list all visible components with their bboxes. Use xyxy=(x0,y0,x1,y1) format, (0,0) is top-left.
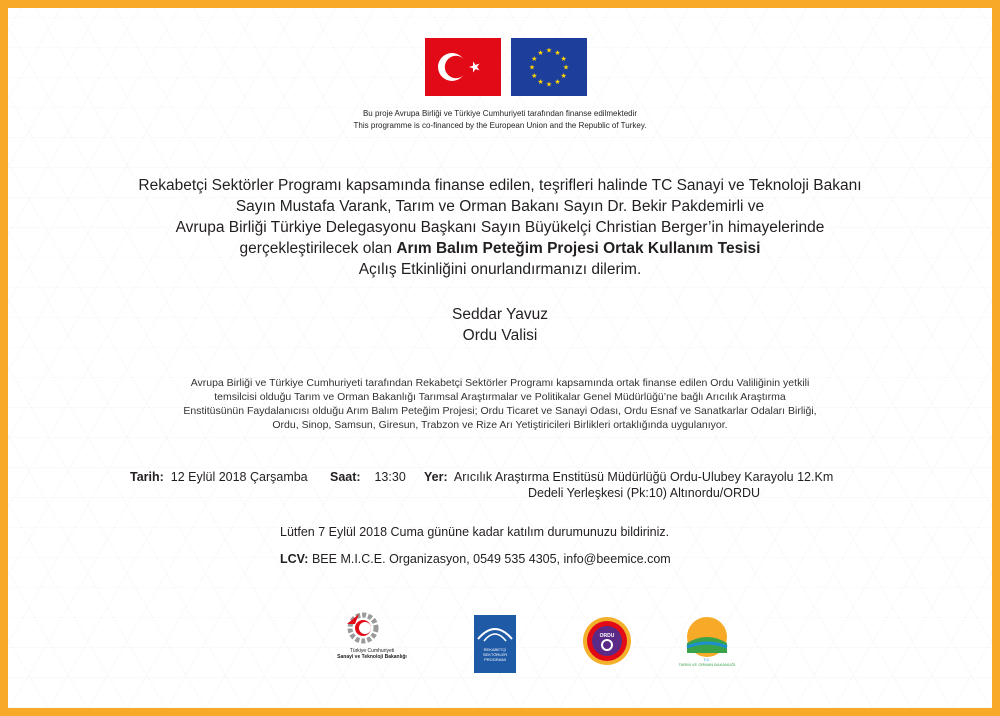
rsp-emblem-icon xyxy=(474,615,516,645)
eu-flag-icon xyxy=(511,38,587,96)
agri-line-1: T.C. xyxy=(703,657,711,662)
lcv-label: LCV: xyxy=(280,552,309,566)
eu-star-icon: ★ xyxy=(560,56,567,63)
place-value-1: Arıcılık Araştırma Enstitüsü Müdürlüğü Ordu-Ulubey Karayolu 12.Km xyxy=(453,470,834,484)
description-line-4: Ordu, Sinop, Samsun, Giresun, Trabzon ve Rize Arı Yetiştiricileri Birlikleri ortaklığında uygulanıyor. xyxy=(272,419,728,431)
eu-star-icon: ★ xyxy=(560,73,567,80)
gear-icon xyxy=(333,610,411,646)
eu-star-icon: ★ xyxy=(528,64,536,72)
invitation-line-5: Açılış Etkinliğini onurlandırmanızı dilerim. xyxy=(358,261,642,278)
signature-name: Seddar Yavuz xyxy=(452,306,548,323)
rsp-line-2: SEKTÖRLER xyxy=(482,652,508,657)
cofinance-text-en: This programme is co-financed by the European Union and the Republic of Turkey. xyxy=(353,121,647,130)
eu-star-icon: ★ xyxy=(537,49,544,57)
turkey-flag-icon xyxy=(425,38,501,96)
flags-group xyxy=(425,38,585,96)
place-row xyxy=(424,469,833,485)
eu-star-icon: ★ xyxy=(554,79,561,87)
description-line-1: Avrupa Birliği ve Türkiye Cumhuriyeti tarafından Rekabetçi Sektörler Programı kapsamında ortak finanse edilen Ordu Valiliğinin yetkili xyxy=(190,377,810,389)
place-label: Yer: xyxy=(424,470,448,484)
description-line-3: Enstitüsünün Faydalanıcısı olduğu Arım Balım Peteğim Projesi; Ordu Ticaret ve Sanayi Odası, Ordu Esnaf ve Sanatkarlar Odaları Birliği, xyxy=(183,405,817,417)
invitation-line-1: Rekabetçi Sektörler Programı kapsamında finanse edilen, teşrifleri halinde TC Sanayi ve Teknoloji Bakanı xyxy=(138,177,862,194)
ministry-line-1: Türkiye Cumhuriyeti xyxy=(349,648,395,654)
rsp-line-3: PROGRAMI xyxy=(484,657,506,662)
time-label: Saat: xyxy=(330,470,361,484)
date-label: Tarih: xyxy=(130,470,164,484)
rsp-line-1: REKABETÇİ xyxy=(483,647,507,652)
invitation-line-2: Sayın Mustafa Varank, Tarım ve Orman Bakanı Sayın Dr. Bekir Pakdemirli ve xyxy=(235,198,765,215)
rsp-logo xyxy=(474,615,516,673)
invitation-card xyxy=(8,8,992,708)
lcv-row xyxy=(280,551,671,567)
eu-star-icon: ★ xyxy=(537,79,544,87)
cofinance-text-tr: Bu proje Avrupa Birliği ve Türkiye Cumhuriyeti tarafından finanse edilmektedir xyxy=(362,109,638,118)
agri-line-2: TARIM VE ORMAN BAKANLIĞI xyxy=(678,662,736,667)
agriculture-emblem-icon xyxy=(676,613,738,657)
ordu-seal-icon xyxy=(582,616,632,666)
rsvp-note: Lütfen 7 Eylül 2018 Cuma gününe kadar katılım durumunuzu bildiriniz. xyxy=(280,525,670,539)
invitation-line-4 xyxy=(8,238,992,259)
ministry-line-2: Sanayi ve Teknoloji Bakanlığı xyxy=(337,654,407,660)
ministry-industry-logo xyxy=(333,610,411,666)
time-row xyxy=(330,469,406,485)
eu-star-icon: ★ xyxy=(554,49,561,57)
date-value: 12 Eylül 2018 Çarşamba xyxy=(170,470,308,484)
place-value-2: Dedeli Yerleşkesi (Pk:10) Altınordu/ORDU xyxy=(528,486,761,500)
eu-star-icon: ★ xyxy=(545,81,553,89)
ordu-governorship-logo xyxy=(582,616,632,666)
lcv-contact: BEE M.I.C.E. Organizasyon, 0549 535 4305, info@beemice.com xyxy=(311,552,671,566)
description-line-2: temsilcisi olduğu Tarım ve Orman Bakanlığı Tarımsal Araştırmalar ve Politikalar Genel Müdürlüğü’ne bağlı Arıcılık Araştırma xyxy=(214,391,786,403)
date-row xyxy=(130,469,308,485)
eu-star-icon: ★ xyxy=(562,64,570,72)
project-name: Arım Balım Peteğim Projesi Ortak Kullanım Tesisi xyxy=(396,240,761,257)
ordu-text: ORDU xyxy=(599,633,615,639)
time-value: 13:30 xyxy=(374,470,406,484)
invitation-line-4-text: gerçekleştirilecek olan xyxy=(239,240,397,257)
invitation-line-3: Avrupa Birliği Türkiye Delegasyonu Başkanı Sayın Büyükelçi Christian Berger’in himayelerinde xyxy=(175,219,825,236)
signature-title: Ordu Valisi xyxy=(462,327,538,344)
eu-star-icon: ★ xyxy=(531,73,538,80)
eu-star-icon: ★ xyxy=(545,47,553,55)
eu-star-icon: ★ xyxy=(531,56,538,63)
agriculture-ministry-logo xyxy=(676,613,738,673)
